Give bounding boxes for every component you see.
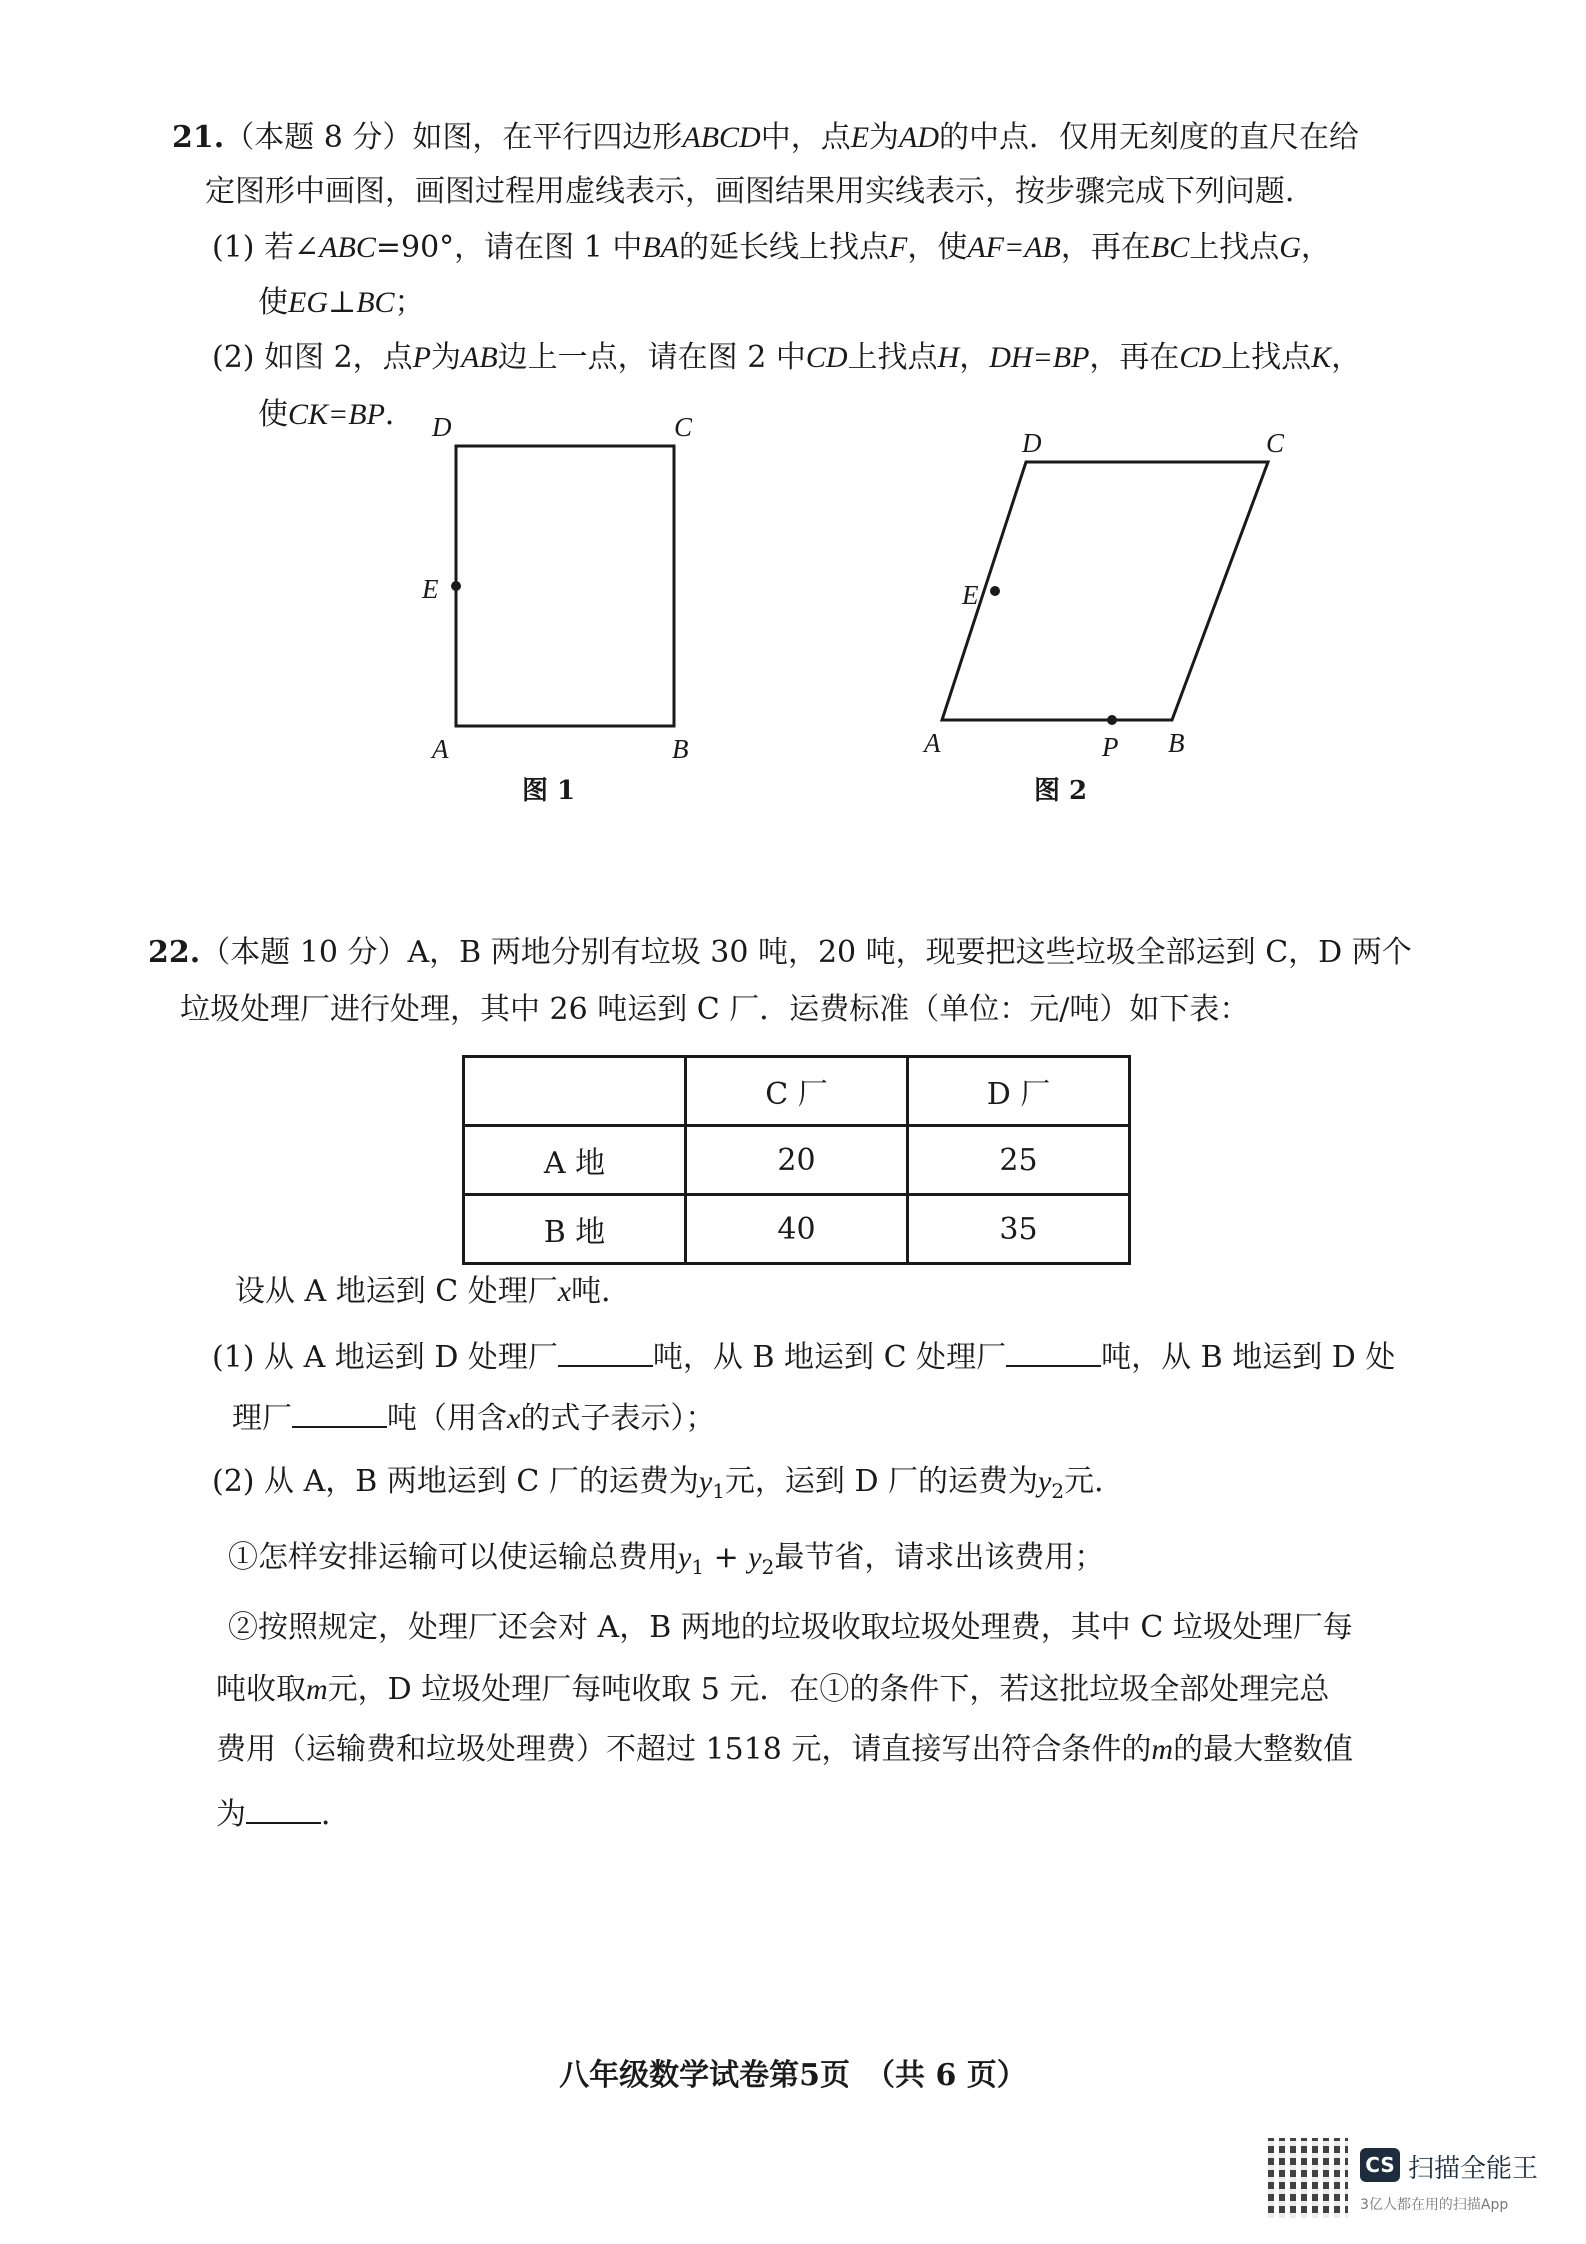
q22-text: 费用（运输费和垃圾处理费）不超过 1518 元，请直接写出符合条件的 — [216, 1732, 1152, 1767]
q22-var: m — [306, 1673, 328, 1706]
table-cell: 40 — [686, 1195, 908, 1264]
q22-text: ①怎样安排运输可以使运输总费用 — [228, 1540, 678, 1575]
q22-number: 22. — [148, 935, 201, 970]
q21-text: 的延长线上找点 — [679, 230, 889, 265]
q22-text: A，B 两地分别有垃圾 30 吨，20 吨，现要把这些垃圾全部运到 C，D 两个 — [407, 935, 1412, 970]
q22-var: y — [748, 1541, 762, 1574]
q21-text: 使 — [258, 397, 288, 432]
q21-text: 边上一点，请在图 2 中 — [497, 340, 806, 375]
table-row — [464, 1126, 1130, 1195]
q22-text: 元，运到 D 厂的运费为 — [724, 1464, 1039, 1499]
q21-stem-line2: 定图形中画图，画图过程用虚线表示，画图结果用实线表示，按步骤完成下列问题． — [205, 174, 1315, 209]
q21-var: AB — [461, 341, 498, 374]
q22-var: x — [507, 1402, 521, 1435]
camscanner-tagline: 3亿人都在用的扫描App — [1360, 2197, 1509, 2213]
q22-text: 从 A，B 两地运到 C 厂的运费为 — [264, 1464, 699, 1499]
answer-blank[interactable] — [1006, 1335, 1101, 1367]
fig2-label-p: P — [1102, 732, 1119, 762]
q22-part1-label: (1) — [212, 1340, 255, 1375]
q21-part1-label: (1) — [212, 230, 255, 265]
q22-stem-line1 — [148, 933, 1412, 973]
q21-var: E — [850, 121, 870, 154]
q22-subq1 — [228, 1538, 1104, 1587]
q21-var: AF=AB — [967, 231, 1061, 264]
q22-part1-line1 — [212, 1335, 1395, 1378]
table-cell: C 厂 — [686, 1057, 908, 1126]
q21-score: （本题 8 分） — [224, 120, 413, 155]
q22-subscript: 2 — [761, 1555, 775, 1579]
q22-subq2-line3 — [216, 1730, 1353, 1770]
q22-part2-line — [212, 1462, 1124, 1511]
q21-text: 如图 2，点 — [264, 340, 413, 375]
q21-var: F — [889, 231, 908, 264]
q22-text: 设从 A 地运到 C 处理厂 — [235, 1274, 558, 1309]
q21-text: 上找点 — [1189, 230, 1280, 265]
q21-text: 使 — [258, 285, 288, 320]
fig1-rectangle-abcd — [456, 446, 674, 726]
q22-var: y — [698, 1465, 713, 1498]
answer-blank[interactable] — [246, 1792, 321, 1824]
fig1-label-e: E — [422, 574, 439, 604]
fig1-label-a: A — [432, 734, 449, 764]
q22-score: （本题 10 分） — [200, 935, 408, 970]
fig2-label-b: B — [1168, 728, 1185, 758]
q22-var: m — [1151, 1733, 1174, 1766]
q22-part2-label: (2) — [212, 1464, 255, 1499]
q22-text: 最节省，请求出该费用； — [774, 1540, 1105, 1575]
q21-text: 的中点．仅用无刻度的直尺在给 — [939, 120, 1360, 155]
q21-var: P — [412, 341, 431, 374]
q21-part2-line1 — [212, 338, 1361, 378]
q21-var: CD — [805, 341, 848, 374]
q22-setup — [235, 1272, 631, 1312]
answer-blank[interactable] — [292, 1396, 387, 1428]
q22-text: 元，D 垃圾处理厂每吨收取 5 元．在①的条件下，若这批垃圾全部处理完总 — [327, 1672, 1330, 1707]
q22-part1-line2 — [232, 1396, 715, 1439]
q21-text: 中，点 — [760, 120, 851, 155]
q22-text: 的最大整数值 — [1173, 1732, 1354, 1767]
q21-var: BC — [1150, 231, 1190, 264]
figure-1-caption: 图 1 — [522, 776, 576, 806]
camscanner-name: 扫描全能王 — [1408, 2154, 1539, 2184]
q21-part2-line2 — [258, 395, 415, 435]
q21-stem-line1 — [172, 118, 1359, 158]
q22-text: 吨，从 B 地运到 D 处 — [1101, 1340, 1396, 1375]
q22-stem-line2: 垃圾处理厂进行处理，其中 26 吨运到 C 厂．运费标准（单位：元/吨）如下表： — [180, 992, 1250, 1027]
page-footer: 八年级数学试卷第5页 （共 6 页） — [559, 2058, 1027, 2093]
q21-text: 如图，在平行四边形 — [412, 120, 683, 155]
fig2-point-e — [990, 586, 1000, 596]
q21-var: BA — [642, 231, 679, 264]
q21-var: CK=BP — [288, 398, 385, 431]
q22-var: y — [1038, 1465, 1052, 1498]
q21-var: H — [937, 341, 960, 374]
q21-text: ； — [394, 285, 425, 320]
q21-var: ABC — [319, 231, 376, 264]
fig2-point-p — [1107, 715, 1117, 725]
table-cell: 35 — [908, 1195, 1130, 1264]
q22-subq2-line4 — [216, 1792, 351, 1835]
q21-text: ，再在 — [1089, 340, 1180, 375]
q21-var: ABCD — [682, 121, 761, 154]
q21-text: 上找点 — [847, 340, 938, 375]
figure-2-parallelogram — [910, 410, 1290, 780]
q22-subq2-line1: ②按照规定，处理厂还会对 A，B 两地的垃圾收取垃圾处理费，其中 C 垃圾处理厂每 — [228, 1610, 1353, 1645]
q21-part2-label: (2) — [212, 340, 255, 375]
fig2-label-a: A — [924, 728, 941, 758]
q21-text: 上找点 — [1221, 340, 1312, 375]
q22-text: 从 A 地运到 D 处理厂 — [264, 1340, 558, 1375]
table-row — [464, 1195, 1130, 1264]
q22-text: + — [704, 1540, 749, 1575]
q21-text: 为 — [869, 120, 900, 155]
q21-text: ，使 — [907, 230, 968, 265]
q21-text: ， — [1300, 230, 1331, 265]
table-cell: 25 — [908, 1126, 1130, 1195]
q22-subq2-line2 — [216, 1670, 1329, 1710]
table-cell — [464, 1057, 686, 1126]
freight-rate-table — [462, 1055, 1131, 1265]
table-header-row — [464, 1057, 1130, 1126]
q22-var: x — [557, 1275, 572, 1308]
q21-var: K — [1311, 341, 1332, 374]
fig2-label-c: C — [1266, 428, 1285, 458]
q22-subscript: 1 — [691, 1555, 705, 1579]
q22-text: ． — [321, 1797, 351, 1832]
q21-text: =90°，请在图 1 中 — [375, 230, 643, 265]
q22-subscript: 2 — [1051, 1479, 1065, 1503]
table-cell: B 地 — [464, 1195, 686, 1264]
fig2-label-d: D — [1022, 428, 1042, 458]
fig1-label-d: D — [432, 412, 452, 442]
q21-part1-line1 — [212, 228, 1331, 268]
fig1-point-e — [451, 581, 461, 591]
table-cell: D 厂 — [908, 1057, 1130, 1126]
qr-code-icon — [1268, 2138, 1348, 2218]
q21-part1-line2 — [258, 283, 425, 323]
q22-text: 为 — [216, 1797, 246, 1832]
q21-text: ． — [384, 397, 415, 432]
fig2-label-e: E — [962, 580, 979, 610]
q22-text: 的式子表示）； — [520, 1401, 716, 1436]
q21-text: ， — [959, 340, 990, 375]
q21-var: EG⊥BC — [288, 286, 395, 319]
figure-1-rectangle — [400, 400, 720, 780]
q21-text: ， — [1331, 340, 1362, 375]
q22-text: 吨（用含 — [387, 1401, 507, 1436]
fig1-label-b: B — [672, 734, 689, 764]
q22-subscript: 1 — [712, 1479, 725, 1503]
q21-text: 为 — [431, 340, 461, 375]
q21-number: 21. — [172, 120, 225, 155]
q21-text: ，再在 — [1060, 230, 1151, 265]
q22-text: 吨收取 — [216, 1672, 306, 1707]
table-cell: 20 — [686, 1126, 908, 1195]
q21-var: G — [1279, 231, 1301, 264]
q21-text: 若∠ — [264, 230, 320, 265]
camscanner-logo: CS — [1360, 2148, 1400, 2182]
q21-var: DH=BP — [989, 341, 1090, 374]
figure-2-caption: 图 2 — [1034, 776, 1088, 806]
scanner-watermark — [1268, 2138, 1568, 2228]
fig1-label-c: C — [674, 412, 693, 442]
q22-text: 吨． — [571, 1274, 632, 1309]
answer-blank[interactable] — [558, 1335, 653, 1367]
q22-var: y — [678, 1541, 692, 1574]
q22-text: 吨，从 B 地运到 C 处理厂 — [652, 1340, 1007, 1375]
q21-var: AD — [899, 121, 940, 154]
q22-text: 理厂 — [232, 1401, 292, 1436]
q21-var: CD — [1179, 341, 1222, 374]
table-cell: A 地 — [464, 1126, 686, 1195]
q22-text: 元． — [1064, 1464, 1125, 1499]
